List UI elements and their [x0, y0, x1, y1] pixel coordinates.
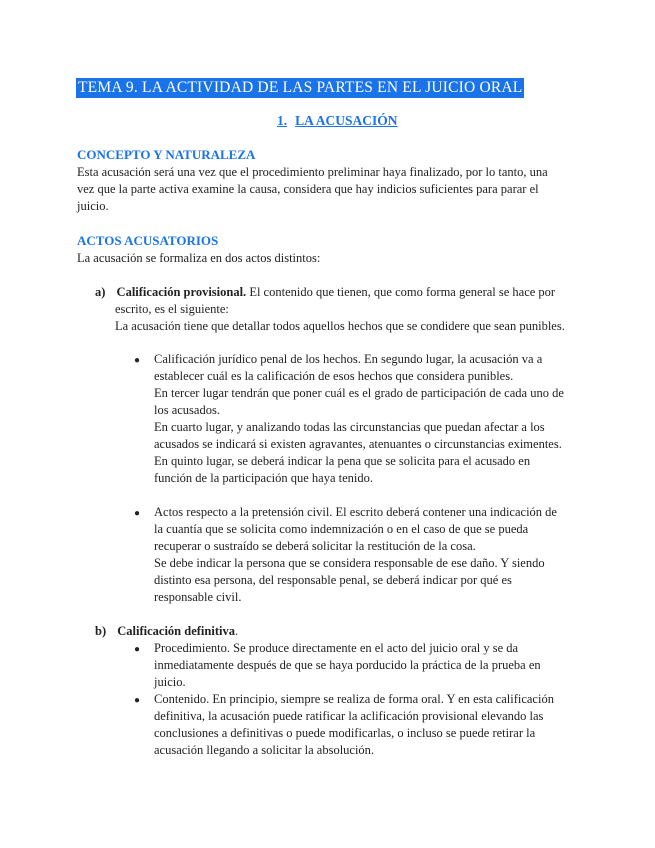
bullet-icon: ● [134, 355, 141, 366]
bullet-icon: ● [134, 644, 141, 655]
bullet-icon: ● [134, 508, 141, 519]
item-a-line-2: escrito, es el siguiente: [115, 302, 229, 316]
concepto-line-1: Esta acusación será una vez que el procedimiento preliminar haya finalizado, por lo tanto, una [77, 165, 548, 179]
a-bullet1-line: establecer cuál es la calificación de esos hechos que considera punibles. [154, 369, 514, 383]
a-bullet1-line: En quinto lugar, se deberá indicar la pena que se solicita para el acusado en [154, 454, 531, 468]
concepto-line-3: juicio. [77, 199, 109, 213]
concepto-heading: CONCEPTO Y NATURALEZA [77, 147, 256, 162]
a-bullet1-line: función de la participación que haya tenido. [154, 471, 374, 485]
b-bullet1-line: juicio. [154, 675, 186, 689]
b-bullet2-line: Contenido. En principio, siempre se realiza de forma oral. Y en esta calificación [154, 692, 554, 706]
item-b-marker: b) [95, 624, 107, 638]
a-bullet2-line: Actos respecto a la pretensión civil. El escrito deberá contener una indicación de [154, 505, 557, 519]
section-number: 1. [277, 113, 288, 128]
actos-heading: ACTOS ACUSATORIOS [77, 233, 219, 248]
item-b-line-1 [95, 623, 238, 640]
concepto-line-2: vez que la parte activa examine la causa, considera que hay indicios suficientes para parar el [77, 182, 539, 196]
section-heading [277, 113, 398, 129]
item-a-title: Calificación provisional. [116, 285, 247, 299]
a-bullet2-line: la cuantía que se solicita como indemnización o en el caso de que se pueda [154, 522, 529, 536]
a-bullet2-line: distinto esa persona, del responsable penal, se deberá indicar por qué es [154, 573, 512, 587]
b-bullet1-line: inmediatamente después de que se haya porducido la práctica de la prueba en [154, 658, 541, 672]
section-label: LA ACUSACIÓN [295, 113, 398, 128]
item-a-line-1 [95, 284, 555, 301]
a-bullet1-line: Calificación jurídico penal de los hechos. En segundo lugar, la acusación va a [154, 352, 543, 366]
a-bullet1-line: los acusados. [154, 403, 220, 417]
actos-intro: La acusación se formaliza en dos actos distintos: [77, 251, 321, 265]
b-bullet2-line: acusación llegando a solicitar la absolución. [154, 743, 375, 757]
a-bullet2-line: responsable civil. [154, 590, 242, 604]
a-bullet1-line: acusados se indicará si existen agravantes, atenuantes o circunstancias eximentes. [154, 437, 562, 451]
item-a-line-3: La acusación tiene que detallar todos aquellos hechos que se condidere que sean punibles. [115, 319, 565, 333]
a-bullet2-line: recuperar o sustraído se deberá solicitar la restitución de la cosa. [154, 539, 476, 553]
a-bullet1-line: En cuarto lugar, y analizando todas las circunstancias que puedan afectar a los [154, 420, 545, 434]
a-bullet1-line: En tercer lugar tendrán que poner cuál es el grado de participación de cada uno de [154, 386, 564, 400]
bullet-icon: ● [134, 695, 141, 706]
a-bullet2-line: Se debe indicar la persona que se considera responsable de ese daño. Y siendo [154, 556, 545, 570]
item-b-title-end: . [234, 624, 239, 638]
item-b-title: Calificación definitiva [117, 624, 235, 638]
b-bullet1-line: Procedimiento. Se produce directamente en el acto del juicio oral y se da [154, 641, 519, 655]
b-bullet2-line: definitiva, la acusación puede ratificar la aclificación provisional elevando las [154, 709, 544, 723]
page-title: TEMA 9. LA ACTIVIDAD DE LAS PARTES EN EL JUICIO ORAL [78, 79, 523, 96]
item-a-marker: a) [95, 285, 106, 299]
b-bullet2-line: conclusiones a definitivas o puede modificarlas, o incluso se puede retirar la [154, 726, 536, 740]
item-a-text: El contenido que tienen, que como forma general se hace por [246, 285, 556, 299]
